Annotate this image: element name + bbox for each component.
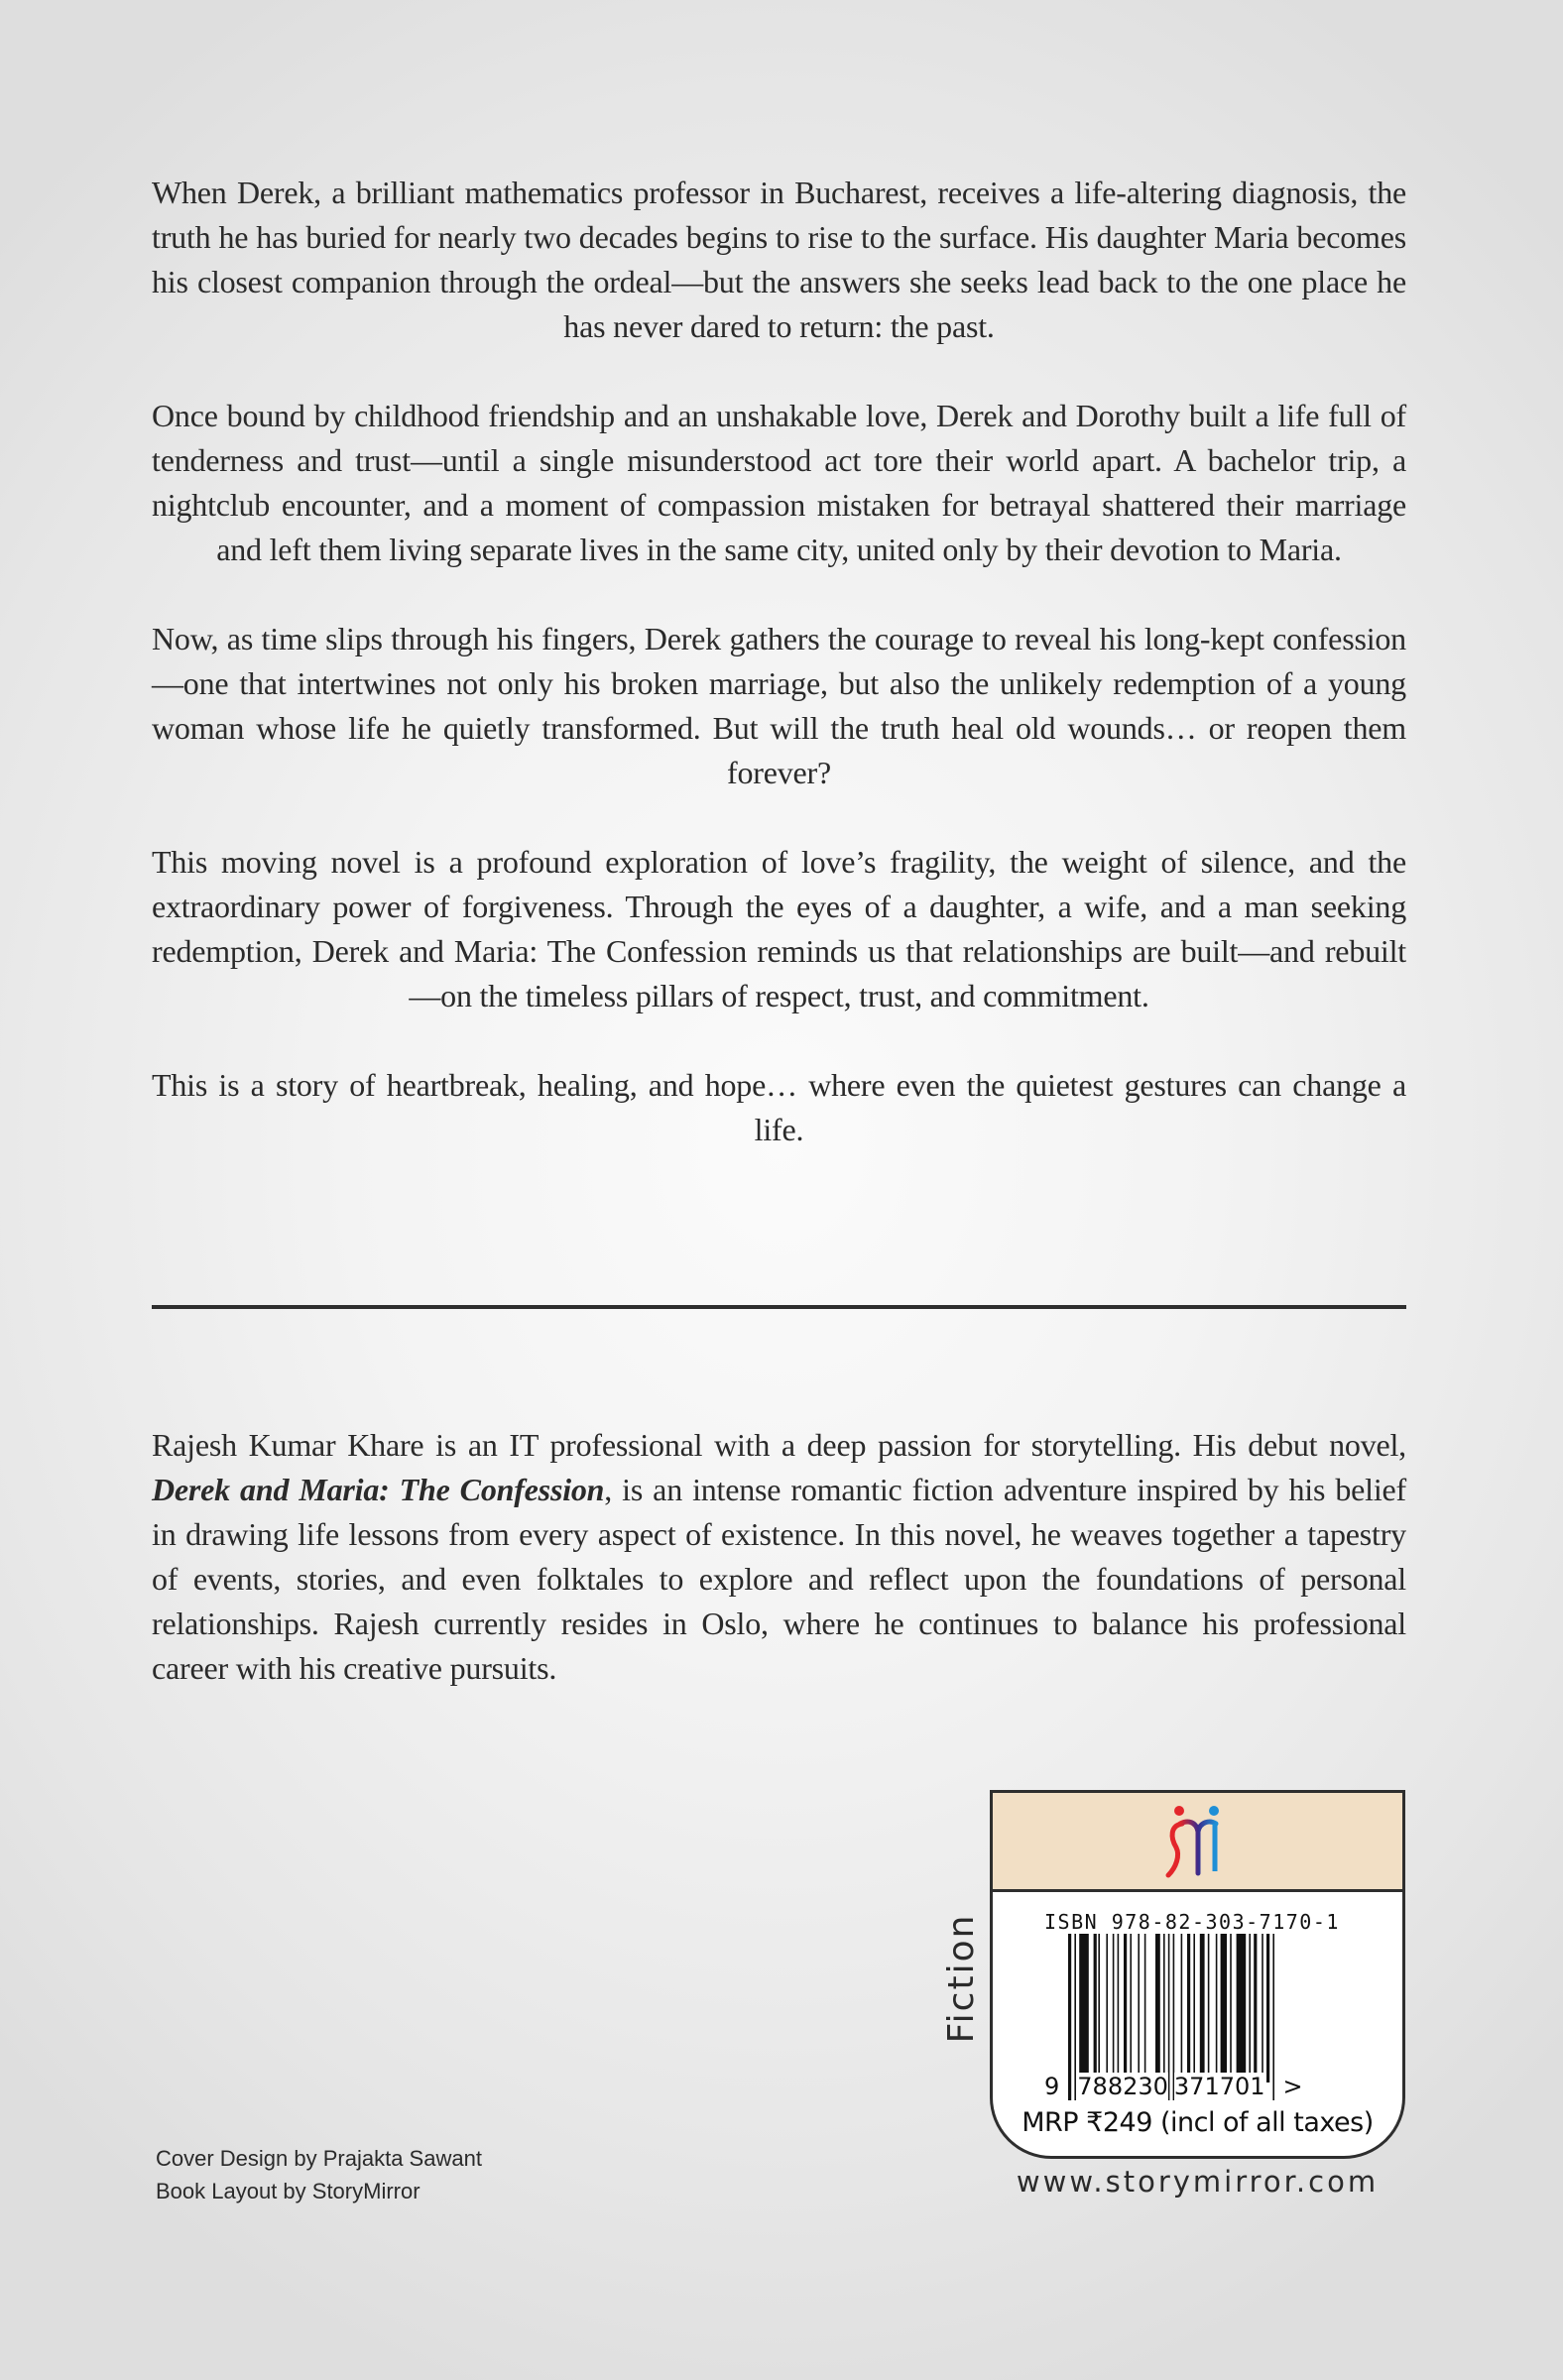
ean-end-marker: > [1282,2073,1303,2100]
author-bio [152,1423,1406,1691]
barcode-bar [1181,1934,1183,2082]
blurb-paragraph: When Derek, a brilliant mathematics professor in Bucharest, receives a life-altering diagnosis, the truth he has buried for nearly two decades begins to rise to the surface. His daughter Maria becomes his closest companion through the ordeal—but the answers she seeks lead back to the one place he has never dared to return: the past. [152,175,1406,344]
book-layout-credit: Book Layout by StoryMirror [156,2179,421,2203]
logo-dot-red [1174,1806,1184,1816]
isbn-price-box [990,1790,1405,2159]
barcode-bar [1262,1934,1263,2082]
publisher-logo-band [993,1793,1402,1892]
barcode-bar [1155,1934,1160,2082]
author-bio-text: , is an intense romantic fiction adventure inspired by his belief in drawing life lessons from every aspect of existence. In this novel, he weaves together a tapestry of events, stories, and even folktales to explore and reflect upon the foundations of personal relationships. Rajesh currently resides in Oslo, where he continues to balance his professional career with his creative pursuits. [152,1472,1406,1686]
barcode-bar [1266,1934,1269,2082]
blurb-paragraph: Now, as time slips through his fingers, Derek gathers the courage to reveal his long-kept confession—one that intertwines not only his broken marriage, but also the unlikely redemption of a young woman whose life he quietly transformed. But will the truth heal old wounds… or reopen them forever? [152,621,1406,790]
barcode-bar [1221,1934,1227,2082]
ean-right-group: 371701 [1173,2073,1265,2100]
book-title: Derek and Maria: The Confession [152,1472,605,1507]
blurb-paragraph: Once bound by childhood friendship and an unshakable love, Derek and Dorothy built a life full of tenderness and trust—until a single misunderstood act tore their world apart. A bachelor trip, a nightclub encounter, and a moment of compassion mistaken for betrayal shattered their marriage and left them living separate lives in the same city, united only by their devotion to Maria. [152,398,1406,567]
publisher-website: www.storymirror.com [1016,2165,1380,2199]
author-bio-text: Rajesh Kumar Khare is an IT professional with a deep passion for storytelling. His debut novel, [152,1427,1406,1463]
mrp-price: MRP ₹249 (incl of all taxes) [1022,2107,1374,2138]
isbn-number: ISBN 978-82-303-7170-1 [1044,1910,1340,1934]
barcode-bar [1098,1934,1100,2082]
barcode-bar [1200,1934,1205,2082]
section-divider [152,1305,1406,1309]
genre-label: Fiction [941,1913,982,2044]
barcode-bar [1130,1934,1132,2082]
storymirror-logo-icon [1158,1802,1238,1881]
barcode-bar [1094,1934,1097,2082]
ean-digits [1044,2073,1303,2100]
barcode-bar [1118,1934,1120,2082]
barcode-bar [1230,1934,1232,2082]
barcode-bar [1249,1934,1251,2082]
blurb-paragraph: This moving novel is a profound exploration of love’s fragility, the weight of silence, and the extraordinary power of forgiveness. Through the eyes of a daughter, a wife, and a man seeking redemption, Derek and Maria: The Confession reminds us that relationships are built—and rebuilt—on the timeless pillars of respect, trust, and commitment. [152,844,1406,1013]
barcode-bar [1113,1934,1115,2082]
barcode-bar [1138,1934,1140,2082]
logo-s-stroke [1168,1824,1182,1875]
barcode-bar [1193,1934,1195,2082]
barcode-bar [1163,1934,1165,2082]
cover-design-credit: Cover Design by Prajakta Sawant [156,2146,482,2171]
credits [156,2142,482,2207]
barcode-bar [1106,1934,1108,2082]
back-cover-blurb [152,171,1406,1197]
barcode-bar [1208,1934,1210,2082]
barcode-bar [1216,1934,1218,2082]
ean-first-digit: 9 [1044,2073,1060,2100]
blurb-paragraph: This is a story of heartbreak, healing, and hope… where even the quietest gestures can change a life. [152,1067,1406,1147]
logo-dot-blue [1209,1806,1219,1816]
barcode-bar [1254,1934,1257,2082]
logo-m-arch [1180,1822,1216,1873]
barcode-bar [1237,1934,1247,2082]
barcode-bar [1124,1934,1127,2082]
barcode-bar [1187,1934,1190,2082]
barcode-bar [1079,1934,1089,2082]
barcode-bar [1144,1934,1146,2082]
ean-left-group: 788230 [1077,2073,1168,2100]
